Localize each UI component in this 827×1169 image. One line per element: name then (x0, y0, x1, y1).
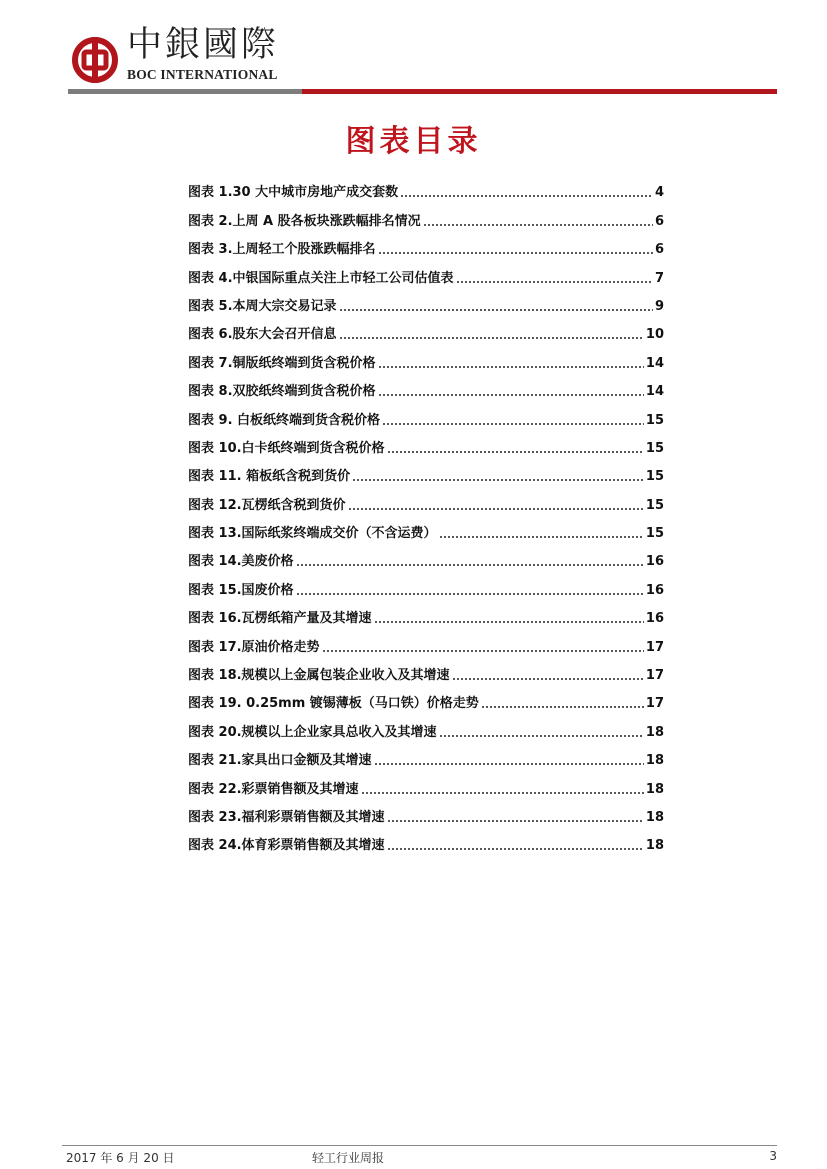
toc-entry[interactable] (188, 711, 664, 739)
footer-report-title: 轻工行业周报 (312, 1151, 385, 1165)
toc-entry-label[interactable]: 图表 19. 0.25mm 镀锡薄板（马口铁）价格走势 (188, 696, 479, 712)
toc-entry-label[interactable]: 图表 17.原油价格走势 (188, 639, 320, 655)
toc-dot-leader (339, 309, 653, 311)
toc-entry-label[interactable]: 图表 21.家具出口金额及其增速 (188, 753, 372, 769)
toc-entry[interactable] (188, 200, 664, 228)
header-rule-gray (68, 89, 302, 94)
toc-list (188, 172, 664, 853)
toc-entry-label[interactable]: 图表 23.福利彩票销售额及其增速 (188, 809, 385, 825)
toc-entry[interactable] (188, 456, 664, 484)
toc-entry-page[interactable]: 17 (645, 668, 664, 684)
toc-entry-page[interactable]: 17 (645, 639, 664, 655)
toc-entry-page[interactable]: 18 (645, 838, 664, 854)
toc-dot-leader (378, 366, 644, 368)
toc-entry[interactable] (188, 541, 664, 569)
toc-dot-leader (452, 678, 644, 680)
toc-entry[interactable] (188, 569, 664, 597)
toc-entry-label[interactable]: 图表 10.白卡纸终端到货含税价格 (188, 440, 385, 456)
toc-entry-label[interactable]: 图表 8.双胶纸终端到货含税价格 (188, 384, 376, 400)
toc-entry-page[interactable]: 7 (654, 270, 664, 286)
toc-dot-leader (374, 763, 644, 765)
toc-entry[interactable] (188, 797, 664, 825)
toc-entry-page[interactable]: 18 (645, 753, 664, 769)
toc-entry-label[interactable]: 图表 5.本周大宗交易记录 (188, 298, 337, 314)
toc-entry-label[interactable]: 图表 11. 箱板纸含税到货价 (188, 469, 351, 485)
toc-entry-label[interactable]: 图表 2.上周 A 股各板块涨跌幅排名情况 (188, 213, 421, 229)
toc-entry[interactable] (188, 286, 664, 314)
toc-entry-page[interactable]: 6 (654, 242, 664, 258)
toc-entry-page[interactable]: 15 (645, 440, 664, 456)
toc-entry-page[interactable]: 14 (645, 355, 664, 371)
toc-dot-leader (378, 252, 653, 254)
toc-entry-page[interactable]: 10 (645, 327, 664, 343)
toc-entry-page[interactable]: 9 (654, 298, 664, 314)
toc-entry-page[interactable]: 16 (645, 582, 664, 598)
toc-entry-label[interactable]: 图表 16.瓦楞纸箱产量及其增速 (188, 611, 372, 627)
toc-entry-label[interactable]: 图表 7.铜版纸终端到货含税价格 (188, 355, 376, 371)
toc-dot-leader (382, 423, 644, 425)
boc-logo-icon (72, 37, 118, 83)
toc-dot-leader (439, 536, 644, 538)
toc-entry[interactable] (188, 683, 664, 711)
toc-entry[interactable] (188, 371, 664, 399)
toc-entry[interactable] (188, 768, 664, 796)
toc-entry-label[interactable]: 图表 13.国际纸浆终端成交价（不含运费） (188, 526, 437, 542)
toc-title: 图表目录 (345, 124, 482, 159)
toc-entry[interactable] (188, 428, 664, 456)
toc-entry-page[interactable]: 16 (645, 554, 664, 570)
toc-dot-leader (361, 792, 644, 794)
toc-dot-leader (387, 820, 644, 822)
toc-dot-leader (296, 593, 644, 595)
toc-entry-page[interactable]: 15 (645, 526, 664, 542)
toc-entry-label[interactable]: 图表 12.瓦楞纸含税到货价 (188, 497, 346, 513)
toc-dot-leader (387, 451, 644, 453)
toc-entry-page[interactable]: 15 (645, 412, 664, 428)
toc-entry[interactable] (188, 825, 664, 853)
toc-entry-label[interactable]: 图表 6.股东大会召开信息 (188, 327, 337, 343)
page-header (0, 0, 827, 100)
toc-dot-leader (296, 564, 644, 566)
toc-entry[interactable] (188, 229, 664, 257)
toc-dot-leader (348, 508, 644, 510)
toc-dot-leader (456, 281, 653, 283)
toc-entry-label[interactable]: 图表 3.上周轻工个股涨跌幅排名 (188, 242, 376, 258)
footer-rule (62, 1145, 777, 1146)
toc-entry[interactable] (188, 172, 664, 200)
toc-entry[interactable] (188, 513, 664, 541)
toc-entry-label[interactable]: 图表 18.规模以上金属包装企业收入及其增速 (188, 668, 450, 684)
toc-dot-leader (352, 479, 644, 481)
brand-name-en: BOC INTERNATIONAL (127, 67, 278, 82)
toc-entry-page[interactable]: 18 (645, 724, 664, 740)
toc-dot-leader (374, 621, 644, 623)
toc-entry[interactable] (188, 314, 664, 342)
toc-entry-page[interactable]: 17 (645, 696, 664, 712)
toc-dot-leader (378, 394, 644, 396)
toc-entry[interactable] (188, 399, 664, 427)
toc-entry-page[interactable]: 4 (654, 185, 664, 201)
footer-page-number: 3 (769, 1149, 777, 1163)
toc-dot-leader (423, 224, 653, 226)
toc-dot-leader (400, 195, 653, 197)
toc-entry-label[interactable]: 图表 14.美废价格 (188, 554, 294, 570)
toc-entry-page[interactable]: 14 (645, 384, 664, 400)
toc-entry-label[interactable]: 图表 15.国废价格 (188, 582, 294, 598)
toc-dot-leader (481, 706, 644, 708)
toc-entry[interactable] (188, 598, 664, 626)
toc-entry-page[interactable]: 18 (645, 781, 664, 797)
toc-entry-page[interactable]: 6 (654, 213, 664, 229)
toc-entry[interactable] (188, 257, 664, 285)
toc-dot-leader (322, 650, 644, 652)
footer-date: 2017 年 6 月 20 日 (66, 1151, 175, 1165)
toc-entry-label[interactable]: 图表 24.体育彩票销售额及其增速 (188, 838, 385, 854)
toc-entry-label[interactable]: 图表 22.彩票销售额及其增速 (188, 781, 359, 797)
toc-entry[interactable] (188, 484, 664, 512)
toc-entry[interactable] (188, 342, 664, 370)
toc-entry-page[interactable]: 18 (645, 809, 664, 825)
toc-dot-leader (339, 337, 644, 339)
toc-dot-leader (439, 735, 644, 737)
toc-entry-label[interactable]: 图表 9. 白板纸终端到货含税价格 (188, 412, 381, 428)
brand-name-cn: 中銀國際 (127, 25, 280, 65)
toc-entry[interactable] (188, 740, 664, 768)
toc-entry-page[interactable]: 15 (645, 469, 664, 485)
toc-entry-label[interactable]: 图表 1.30 大中城市房地产成交套数 (188, 185, 399, 201)
toc-entry-page[interactable]: 16 (645, 611, 664, 627)
toc-entry[interactable] (188, 626, 664, 654)
header-rule-red (302, 89, 777, 94)
toc-dot-leader (387, 848, 644, 850)
toc-entry-label[interactable]: 图表 4.中银国际重点关注上市轻工公司估值表 (188, 270, 454, 286)
toc-entry[interactable] (188, 655, 664, 683)
toc-entry-label[interactable]: 图表 20.规模以上企业家具总收入及其增速 (188, 724, 437, 740)
toc-entry-page[interactable]: 15 (645, 497, 664, 513)
